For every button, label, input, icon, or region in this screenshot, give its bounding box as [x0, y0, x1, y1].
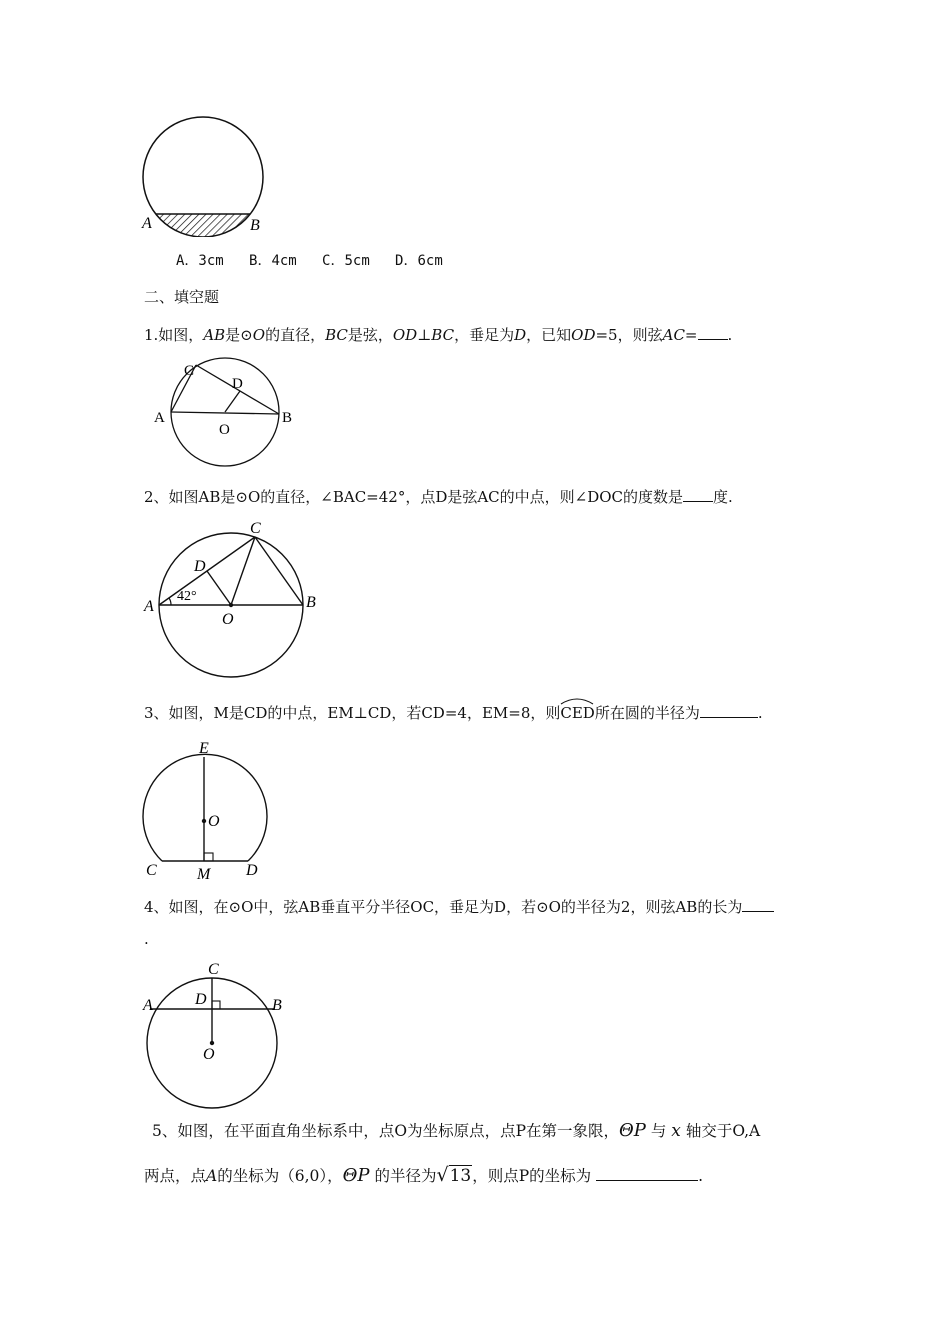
answer-options: [176, 250, 443, 270]
label-c: C: [208, 961, 219, 978]
label-a: A: [143, 997, 153, 1014]
figure-segment-circle: [138, 112, 273, 237]
label-d: D: [195, 991, 207, 1008]
sqrt-icon: √: [436, 1164, 449, 1186]
chord-bc: [255, 537, 303, 605]
label-angle: 42°: [177, 589, 197, 604]
question-5-line-2: 两点，点A的坐标为（6,0），ΘP 的半径为√13，则点P的坐标为 .: [144, 1164, 704, 1186]
label-d: D: [232, 376, 243, 392]
option-b[interactable]: B．4cm: [249, 253, 297, 269]
arc-ced: CED: [560, 703, 594, 723]
label-m: M: [197, 866, 211, 880]
label-b: B: [272, 997, 282, 1014]
question-4: 4、如图，在⊙O中，弦AB垂直平分半径OC，垂足为D，若⊙O的半径为2，则弦AB的长为: [144, 897, 774, 917]
sqrt-13: √13: [436, 1164, 472, 1186]
figure-q4: [138, 958, 293, 1110]
answer-blank-2[interactable]: [683, 487, 713, 502]
option-c[interactable]: C．5cm: [322, 253, 370, 269]
center-point: [229, 603, 233, 607]
figure-q3: [138, 738, 278, 880]
figure-q1: [150, 356, 300, 474]
right-angle-mark: [212, 1001, 220, 1009]
answer-blank-1[interactable]: [698, 325, 728, 340]
question-1: 1.如图，AB是⊙O的直径，BC是弦，OD⊥BC，垂足为D，已知OD=5，则弦AC= .: [144, 326, 733, 344]
label-o: O: [222, 611, 234, 628]
label-o: O: [203, 1046, 215, 1063]
diameter-ab: [171, 412, 279, 414]
label-b: B: [306, 594, 316, 611]
label-e: E: [199, 740, 209, 757]
question-2: 2、如图AB是⊙O的直径，∠BAC=42°，点D是弦AC的中点，则∠DOC的度数是 度.: [144, 488, 733, 506]
figure-q2: [140, 518, 325, 683]
question-3: 3、如图，M是CD的中点，EM⊥CD，若CD=4，EM=8，则 CED所在圆的半径为 .: [144, 703, 763, 723]
answer-blank-5[interactable]: [596, 1166, 698, 1181]
segment-od: [225, 391, 240, 412]
label-c: C: [250, 520, 261, 537]
label-o: O: [219, 422, 230, 438]
center-point: [202, 819, 206, 823]
label-a: A: [154, 410, 165, 426]
section-title: 二、填空题: [144, 288, 220, 306]
question-5-line-1: 5、如图，在平面直角坐标系中，点O为坐标原点，点P在第一象限，ΘP 与 x 轴交于O,A: [152, 1120, 761, 1141]
label-a: A: [142, 215, 152, 232]
label-d: D: [194, 558, 206, 575]
arc-mark-icon: [560, 697, 594, 705]
right-angle-mark: [204, 853, 213, 861]
center-point: [210, 1041, 214, 1045]
circle-p-symbol: ΘP: [619, 1120, 646, 1141]
label-b: B: [250, 217, 260, 234]
label-o: O: [208, 813, 220, 830]
major-arc-ced: [143, 754, 267, 861]
answer-blank-3[interactable]: [700, 703, 758, 718]
option-a[interactable]: A．3cm: [176, 253, 224, 269]
label-c: C: [184, 363, 195, 379]
angle-arc: [169, 598, 171, 605]
option-d[interactable]: D．6cm: [395, 253, 443, 269]
label-c: C: [146, 862, 157, 879]
segment-oc: [231, 537, 255, 605]
label-d: D: [246, 862, 258, 879]
circle-p-symbol: ΘP: [342, 1165, 370, 1186]
label-b: B: [282, 410, 293, 426]
label-a: A: [144, 598, 154, 615]
segment-od: [207, 571, 231, 605]
answer-blank-4[interactable]: [742, 897, 774, 912]
question-4-end: .: [144, 930, 149, 948]
